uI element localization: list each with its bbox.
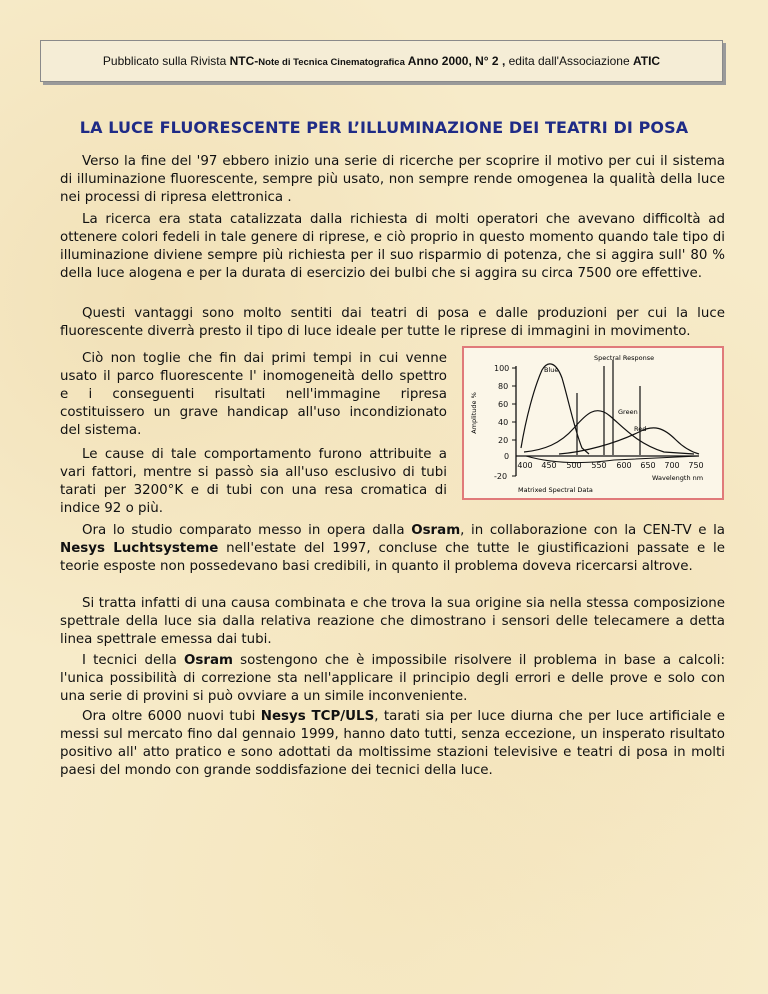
y-tick-label: 20 (498, 436, 509, 445)
article-title: LA LUCE FLUORESCENTE PER L’ILLUMINAZIONE DEI TEATRI DI POSA (79, 118, 689, 137)
x-tick-label: 700 (664, 461, 680, 470)
header-text: Pubblicato sulla Rivista NTC-Note di Tecnica Cinematografica Anno 2000, N° 2 , edita dall'Associazione ATIC (102, 54, 661, 68)
x-tick-label: 650 (640, 461, 656, 470)
x-tick-label: 450 (541, 461, 557, 470)
curve-label-green: Green (618, 408, 638, 416)
figure-footer: Matrixed Spectral Data (518, 486, 593, 494)
paragraph-8: I tecnici della Osram sostengono che è impossibile risolvere il problema in base a calcoli: l'unica possibilità di correzione sta nell'applicare il principio degli errori e delle prove e solo con una serie di provini si può ovviare a un simile inconveniente. (60, 653, 726, 704)
paragraph-1: Verso la fine del '97 ebbero inizio una serie di ricerche per scoprire il motivo per cui il sistema di illuminazione fluorescente, sempre più usato, non sempre rende omogenea la qualità della luce nei processi di ripresa elettronica . (60, 154, 725, 205)
x-axis-label: Wavelength nm (652, 474, 704, 482)
x-tick-label: 500 (566, 461, 582, 470)
x-tick-label: 750 (688, 461, 704, 470)
y-tick-label: 0 (504, 452, 510, 461)
y-tick-label: -20 (494, 472, 508, 481)
paragraph-2: La ricerca era stata catalizzata dalla richiesta di molti operatori che avevano difficoltà ad ottenere colori fedeli in tale genere di riprese, e ciò proprio in questo momento quando tale tipo di illuminazione diviene sempre più richiesta per il suo risparmio di potenza, che si aggira sull' 80 % della luce alogena e per la durata di esercizio dei bulbi che si aggira su circa 7500 ore effettive. (60, 212, 725, 281)
paragraph-7: Si tratta infatti di una causa combinata e che trova la sua origine sia nella stessa composizione spettrale della luce sia dalla relativa reazione che dimostrano i sensori delle telecamere a detta linea spettrale emessa dai tubi. (60, 596, 725, 647)
x-tick-label: 550 (591, 461, 607, 470)
curve-label-blue: Blue (544, 366, 559, 374)
y-tick-label: 100 (494, 364, 510, 373)
publication-header (40, 40, 723, 82)
y-tick-label: 80 (498, 382, 509, 391)
paragraph-6: Ora lo studio comparato messo in opera dalla Osram, in collaborazione con la CEN-TV e la Nesys Luchtsysteme nell'estate del 1997, concluse che tutte le giustificazioni passate e le teorie esposte non possedevano basi credibili, in quanto il problema doveva ricercarsi altrove. (60, 523, 726, 574)
brand-nesys-tcp: Nesys TCP/ULS (260, 709, 375, 724)
curve-label-red: Red (634, 425, 647, 433)
brand-osram: Osram (411, 523, 461, 538)
paragraph-4: Ciò non toglie che fin dai primi tempi in cui venne usato il parco fluorescente l' inomogeneità dello spettro e i conseguenti risultati nell'immagine ripresa costituissero un grave handicap all'uso incondizionato del sistema. (60, 351, 447, 438)
blue-curve (521, 364, 589, 454)
brand-osram: Osram (184, 653, 233, 668)
x-tick-label: 600 (616, 461, 632, 470)
paragraph-3: Questi vantaggi sono molto sentiti dai teatri di posa e dalle produzioni per cui la luce fluorescente diverrà presto il tipo di luce ideale per tutte le riprese di immagini in movimento. (60, 306, 725, 339)
brand-nesys: Nesys Luchtsysteme (60, 541, 219, 556)
y-tick-label: 60 (498, 400, 509, 409)
spectral-response-figure (462, 346, 724, 500)
paragraph-5: Le cause di tale comportamento furono attribuite a vari fattori, mentre si passò sia all'uso esclusivo di tubi tarati per 3200°K e di tubi con una resa cromatica di indice 92 o più. (60, 447, 447, 516)
x-tick-label: 400 (517, 461, 533, 470)
chart-title: Spectral Response (594, 354, 655, 362)
paragraph-9: Ora oltre 6000 nuovi tubi Nesys TCP/ULS, tarati sia per luce diurna che per luce artificiale e messi sul mercato fino dal gennaio 1999, hanno dato tutti, senza eccezione, un insperato risultato positivo all' atto pratico e sono adottati da moltissime stazioni televisive e teatri di posa in molti paesi del mondo con grande soddisfazione dei tecnici della luce. (60, 709, 725, 778)
green-curve (524, 411, 694, 454)
y-tick-label: 40 (498, 418, 509, 427)
spectral-response-plot (464, 348, 722, 498)
y-axis-label: Amplitude % (470, 392, 478, 434)
